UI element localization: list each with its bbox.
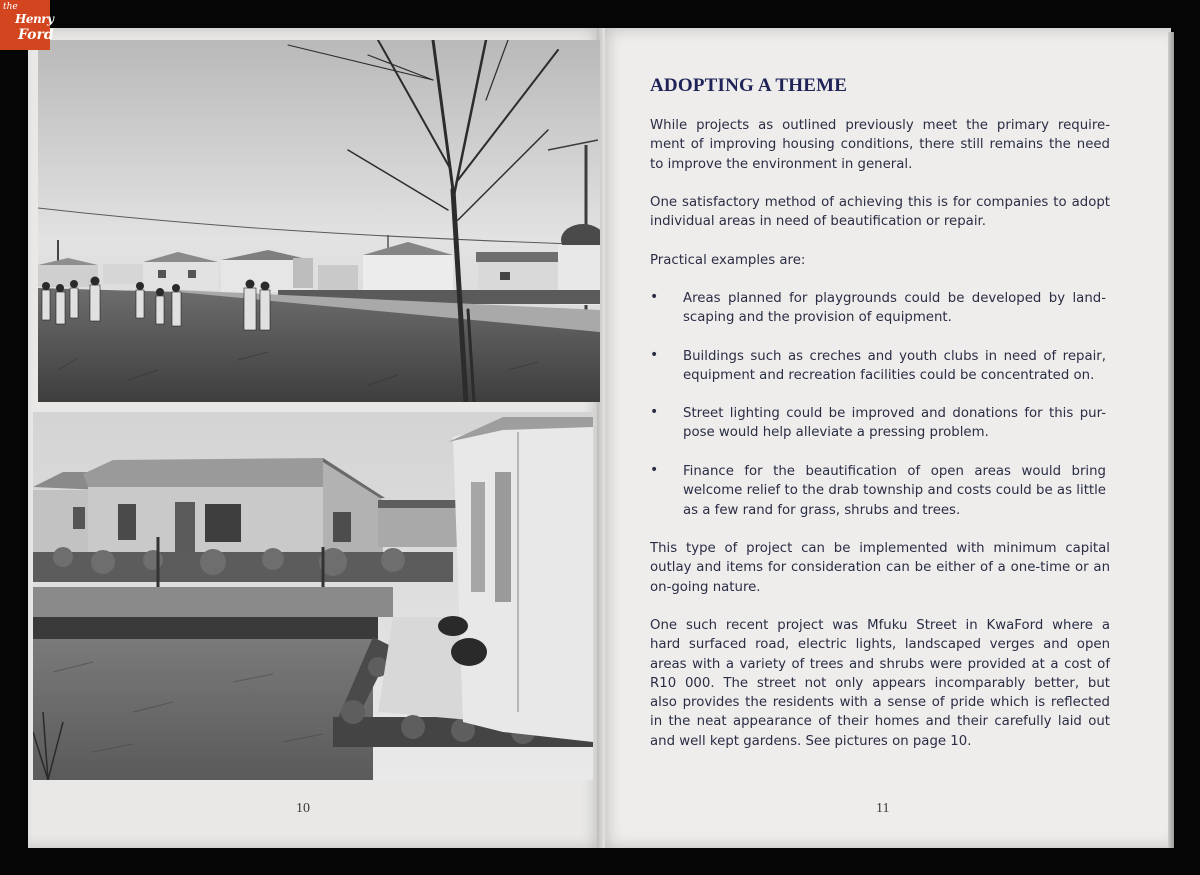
text-line: One such recent project was Mfuku Street in KwaFord where a bbox=[650, 618, 1110, 633]
text-line: While projects as outlined previously meet the primary require- bbox=[650, 118, 1110, 133]
bullet-item bbox=[683, 404, 1106, 443]
text-line: Practical examples are: bbox=[650, 253, 806, 268]
bullet-marker: • bbox=[650, 347, 659, 363]
text-line: ment of improving housing conditions, there still remains the need bbox=[650, 137, 1110, 153]
text-line: outlay and items for consideration can be either of a one-time or an bbox=[650, 560, 1110, 576]
text-line: pose would help alleviate a pressing problem. bbox=[683, 425, 989, 441]
text-line: Buildings such as creches and youth clubs in need of repair, bbox=[683, 349, 1106, 364]
text-line: This type of project can be implemented with minimum capital bbox=[650, 541, 1110, 556]
text-line: also provides the residents with a sense of pride which is reflected bbox=[650, 695, 1110, 711]
text-line: on-going nature. bbox=[650, 579, 761, 595]
henry-ford-logo bbox=[0, 0, 54, 50]
text-line: to improve the environment in general. bbox=[650, 156, 913, 172]
logo-text-the: the bbox=[3, 2, 18, 12]
implementation-paragraph bbox=[650, 539, 1110, 597]
bullet-item bbox=[683, 289, 1106, 328]
bullet-marker: • bbox=[650, 462, 659, 478]
text-line: and well kept gardens. See pictures on page 10. bbox=[650, 733, 972, 749]
text-line: Areas planned for playgrounds could be developed by land- bbox=[683, 291, 1106, 306]
text-line: R10 000. The street not only appears incomparably better, but bbox=[650, 675, 1110, 691]
page-number-right: 11 bbox=[876, 801, 890, 816]
text-line: Finance for the beautification of open areas would bring bbox=[683, 464, 1106, 479]
page-edge bbox=[1168, 32, 1174, 848]
page-number-left: 10 bbox=[296, 801, 310, 816]
mfuku-street-paragraph bbox=[650, 616, 1110, 751]
text-line: One satisfactory method of achieving this is for companies to adopt bbox=[650, 195, 1110, 210]
township-field-photo bbox=[38, 40, 600, 402]
bullet-marker: • bbox=[650, 289, 659, 305]
intro-paragraph bbox=[650, 116, 1110, 174]
text-line: equipment and recreation facilities could be concentrated on. bbox=[683, 368, 1095, 384]
text-line: Street lighting could be improved and donations for this pur- bbox=[683, 406, 1106, 421]
text-line: as a few rand for grass, shrubs and trees. bbox=[683, 502, 961, 518]
township-houses-photo bbox=[33, 412, 593, 780]
text-line: areas with a variety of trees and shrubs were provided at a cost of bbox=[650, 656, 1110, 672]
logo-text-henry: Henry bbox=[15, 12, 54, 26]
text-line: hard surfaced road, electric lights, landscaped verges and open bbox=[650, 637, 1110, 653]
text-line: individual areas in need of beautification or repair. bbox=[650, 214, 986, 230]
text-line: welcome relief to the drab township and costs could be as little bbox=[683, 483, 1106, 499]
bullet-item bbox=[683, 347, 1106, 386]
section-heading: ADOPTING A THEME bbox=[650, 75, 848, 96]
text-line: in the neat appearance of their homes and their carefully laid out bbox=[650, 714, 1110, 730]
examples-intro bbox=[650, 251, 1110, 270]
bullet-marker: • bbox=[650, 404, 659, 420]
text-line: scaping and the provision of equipment. bbox=[683, 310, 952, 326]
method-paragraph bbox=[650, 193, 1110, 232]
logo-text-ford: Ford bbox=[18, 27, 54, 43]
bullet-item bbox=[683, 462, 1106, 520]
